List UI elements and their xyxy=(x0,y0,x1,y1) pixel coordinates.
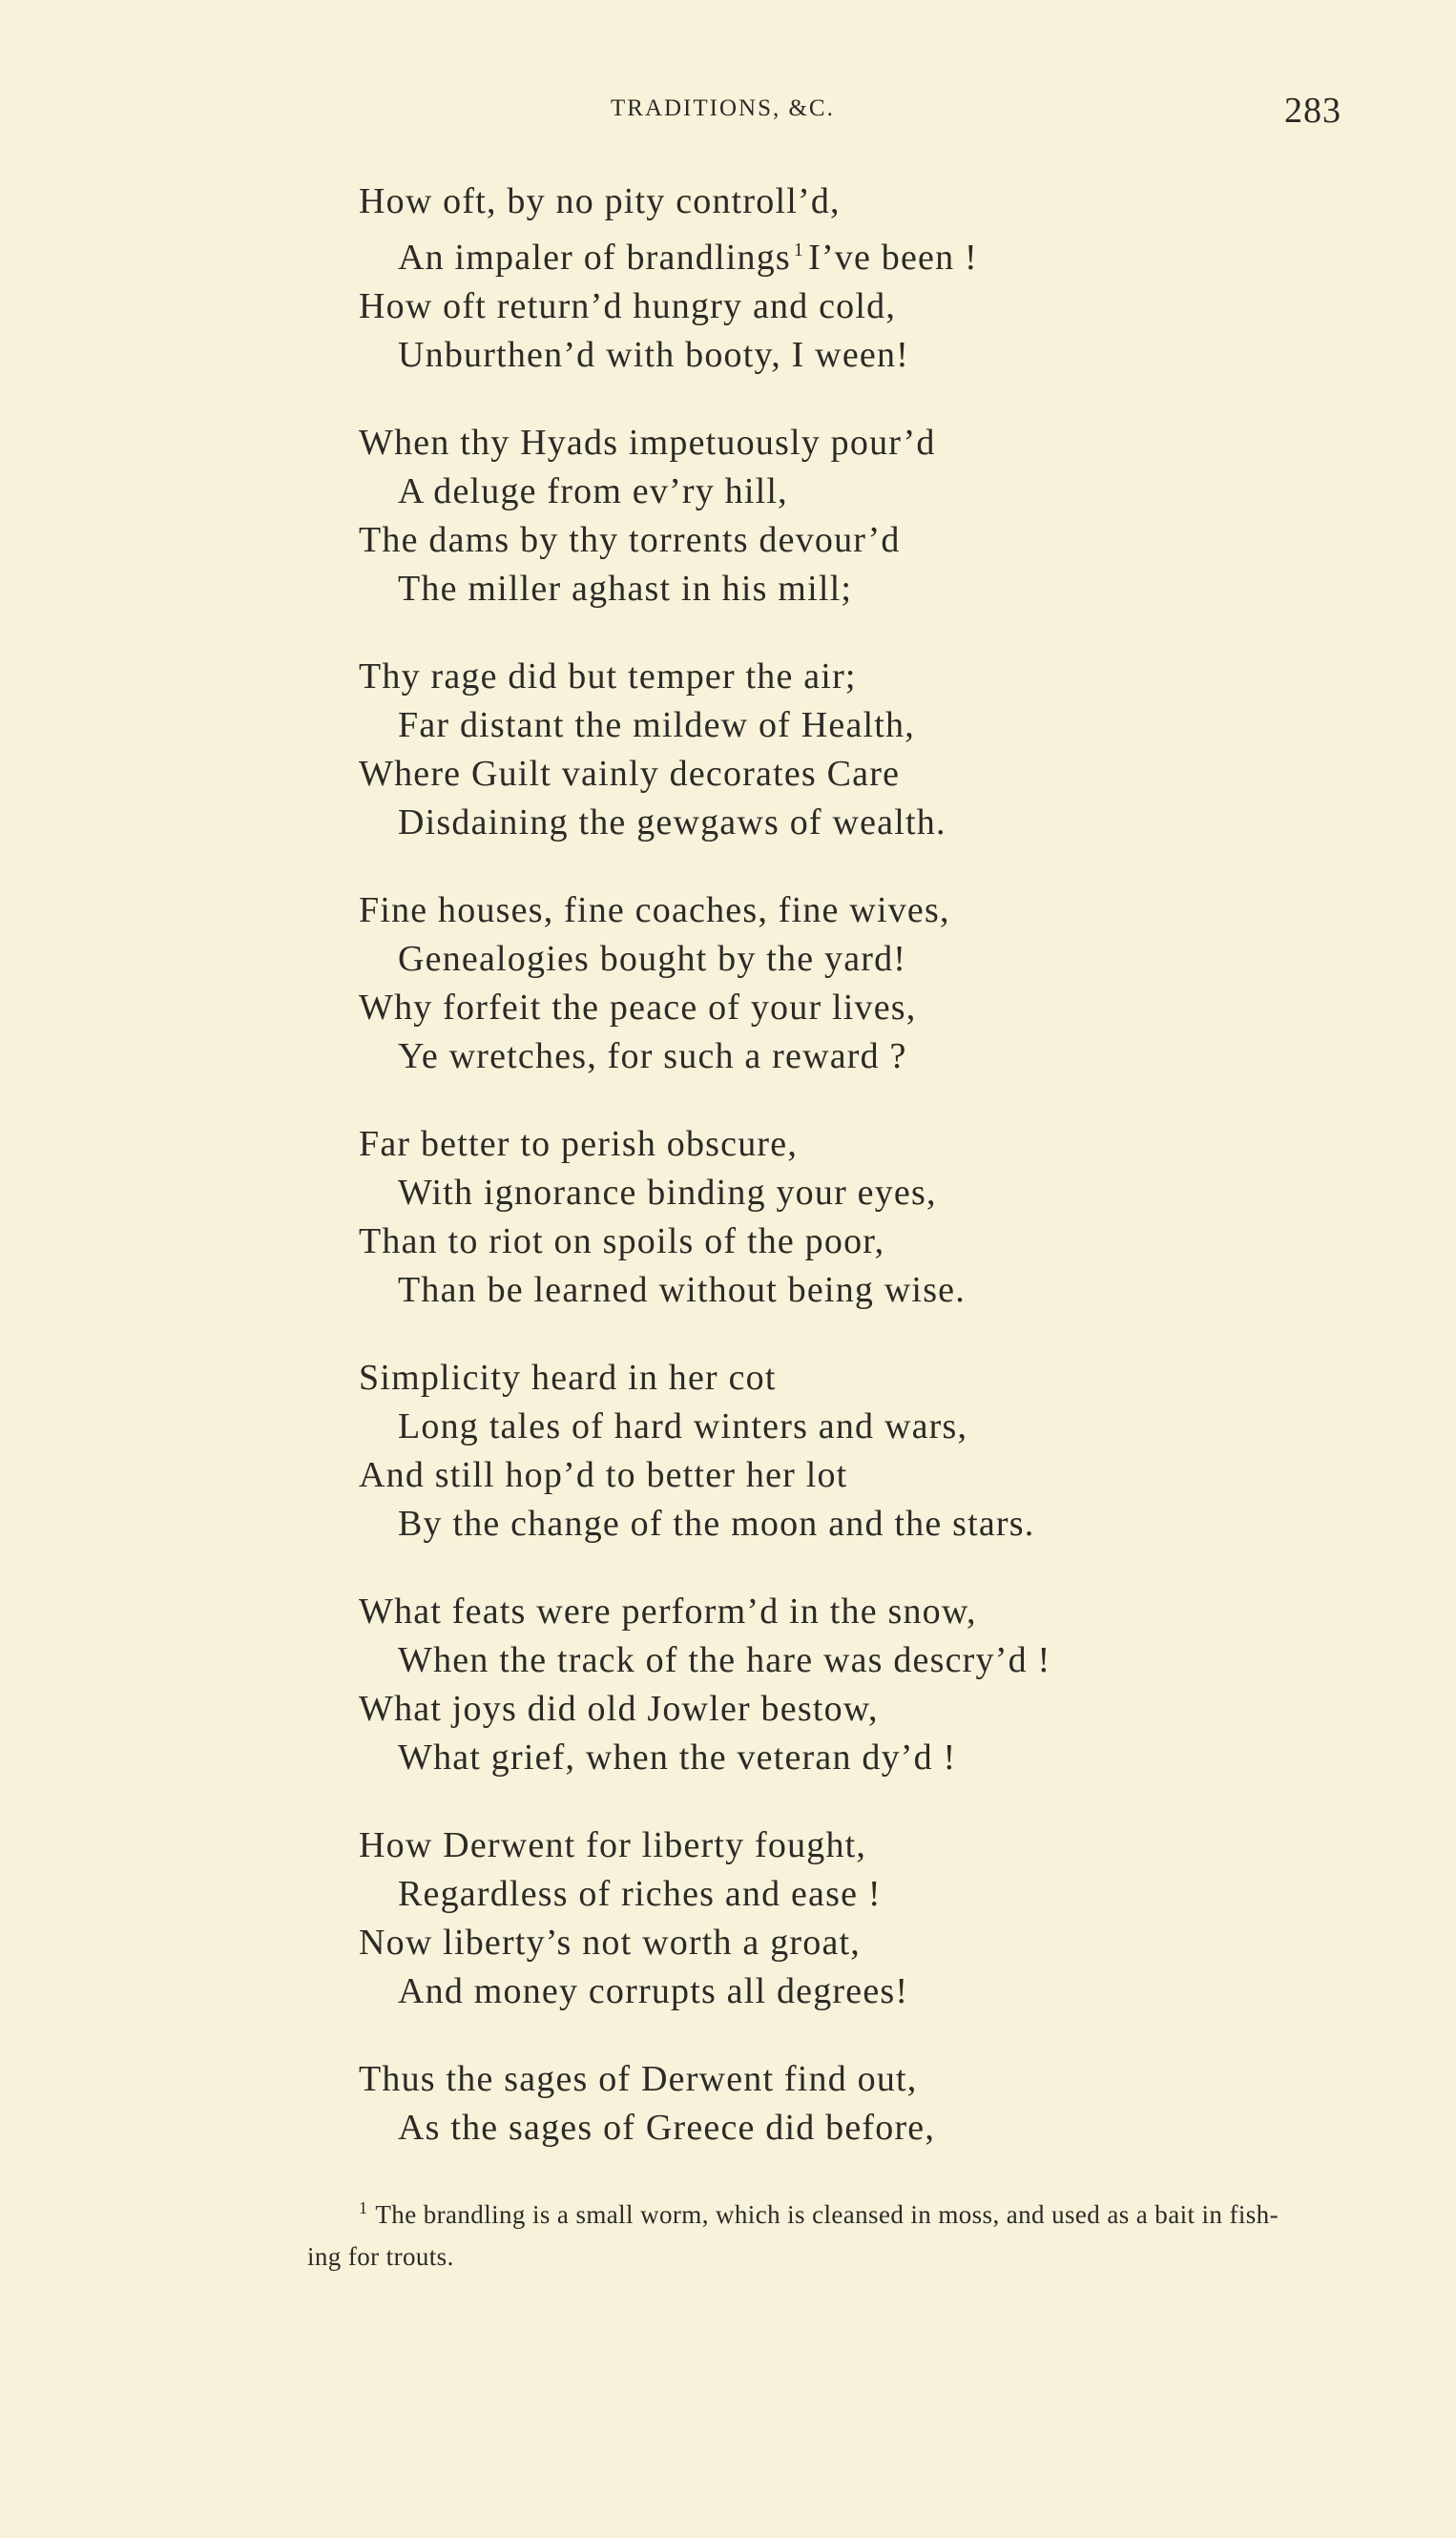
verse-text: Thus the sages of Derwent find out, xyxy=(359,2059,918,2099)
footnote-text: The brandling is a small worm, which is cleansed in moss, and used as a bait in fish- xyxy=(375,2200,1279,2229)
verse-line xyxy=(359,1120,1050,1169)
verse-text: Than be learned without being wise. xyxy=(398,1270,966,1310)
verse-text: With ignorance binding your eyes, xyxy=(398,1173,937,1213)
verse-line xyxy=(359,653,1050,701)
verse-text: Long tales of hard winters and wars, xyxy=(398,1406,968,1446)
verse-text: When the track of the hare was descry’d ! xyxy=(398,1640,1051,1680)
verse-line xyxy=(359,177,1050,226)
verse-line xyxy=(359,886,1050,935)
verse-line xyxy=(359,1919,1050,1967)
verse-line xyxy=(359,1500,1050,1549)
verse-line xyxy=(359,1588,1050,1636)
verse-line xyxy=(359,1032,1050,1081)
verse-text: An impaler of brandlings xyxy=(398,238,791,278)
verse-text: How Derwent for liberty fought, xyxy=(359,1825,867,1865)
verse-text: Where Guilt vainly decorates Care xyxy=(359,754,901,794)
verse-line xyxy=(359,1403,1050,1451)
verse-text: How oft return’d hungry and cold, xyxy=(359,286,897,326)
footnote xyxy=(307,2187,1351,2278)
stanza xyxy=(359,1821,1050,2016)
stanza xyxy=(359,653,1050,847)
footnote-line-1 xyxy=(330,2187,1351,2236)
verse-line xyxy=(359,984,1050,1032)
stanza xyxy=(359,1354,1050,1549)
verse-text: The dams by thy torrents devour’d xyxy=(359,520,901,560)
footnote-mark: 1 xyxy=(359,2198,368,2217)
verse-text: Now liberty’s not worth a groat, xyxy=(359,1923,861,1963)
stanza xyxy=(359,419,1050,614)
page-number: 283 xyxy=(1284,91,1342,131)
verse-line xyxy=(359,226,1050,282)
verse-text: And still hop’d to better her lot xyxy=(359,1455,848,1495)
verse-text: Ye wretches, for such a reward ? xyxy=(398,1036,907,1076)
verse-text: As the sages of Greece did before, xyxy=(398,2108,936,2148)
verse-text: Why forfeit the peace of your lives, xyxy=(359,988,917,1028)
verse-text: By the change of the moon and the stars. xyxy=(398,1504,1035,1544)
verse-text: A deluge from ev’ry hill, xyxy=(398,471,788,511)
footnote-reference: 1 xyxy=(793,239,805,260)
verse-line xyxy=(359,1217,1050,1266)
verse-text: Far distant the mildew of Health, xyxy=(398,705,915,745)
verse-text: Fine houses, fine coaches, fine wives, xyxy=(359,890,950,930)
verse-text: Disdaining the gewgaws of wealth. xyxy=(398,802,946,843)
verse-line xyxy=(359,799,1050,847)
verse-line xyxy=(359,935,1050,984)
verse-line xyxy=(359,1266,1050,1315)
verse-line xyxy=(359,2104,1050,2153)
poem xyxy=(359,177,1050,2192)
verse-text: Than to riot on spoils of the poor, xyxy=(359,1221,885,1261)
verse-text: Far better to perish obscure, xyxy=(359,1124,799,1164)
verse-text: What feats were perform’d in the snow, xyxy=(359,1591,977,1632)
verse-line xyxy=(359,1354,1050,1403)
verse-line xyxy=(359,750,1050,799)
verse-text: When thy Hyads impetuously pour’d xyxy=(359,423,936,463)
verse-line xyxy=(359,2055,1050,2104)
verse-line xyxy=(359,331,1050,380)
running-head: TRADITIONS, &C. xyxy=(611,95,835,121)
verse-text: How oft, by no pity controll’d, xyxy=(359,181,841,221)
verse-line xyxy=(359,1821,1050,1870)
verse-text: What grief, when the veteran dy’d ! xyxy=(398,1737,957,1778)
verse-line xyxy=(359,468,1050,516)
verse-line xyxy=(359,1169,1050,1217)
verse-line xyxy=(359,419,1050,468)
verse-line xyxy=(359,516,1050,565)
verse-text: The miller aghast in his mill; xyxy=(398,569,853,609)
verse-line xyxy=(359,1451,1050,1500)
verse-text: Unburthen’d with booty, I ween! xyxy=(398,335,910,375)
verse-line xyxy=(359,701,1050,750)
verse-line xyxy=(359,1734,1050,1782)
stanza xyxy=(359,1588,1050,1782)
verse-line xyxy=(359,282,1050,331)
stanza xyxy=(359,1120,1050,1315)
footnote-line-2: ing for trouts. xyxy=(307,2242,454,2271)
verse-line xyxy=(359,1870,1050,1919)
verse-text: Simplicity heard in her cot xyxy=(359,1358,777,1398)
stanza xyxy=(359,886,1050,1081)
verse-line xyxy=(359,1636,1050,1685)
verse-line xyxy=(359,1685,1050,1734)
verse-text: Genealogies bought by the yard! xyxy=(398,939,907,979)
verse-text: Thy rage did but temper the air; xyxy=(359,656,857,697)
verse-text-continued: I’ve been ! xyxy=(808,238,978,278)
verse-text: Regardless of riches and ease ! xyxy=(398,1874,882,1914)
stanza xyxy=(359,177,1050,380)
verse-line xyxy=(359,1967,1050,2016)
verse-line xyxy=(359,565,1050,614)
stanza xyxy=(359,2055,1050,2153)
verse-text: And money corrupts all degrees! xyxy=(398,1971,909,2011)
verse-text: What joys did old Jowler bestow, xyxy=(359,1689,879,1729)
